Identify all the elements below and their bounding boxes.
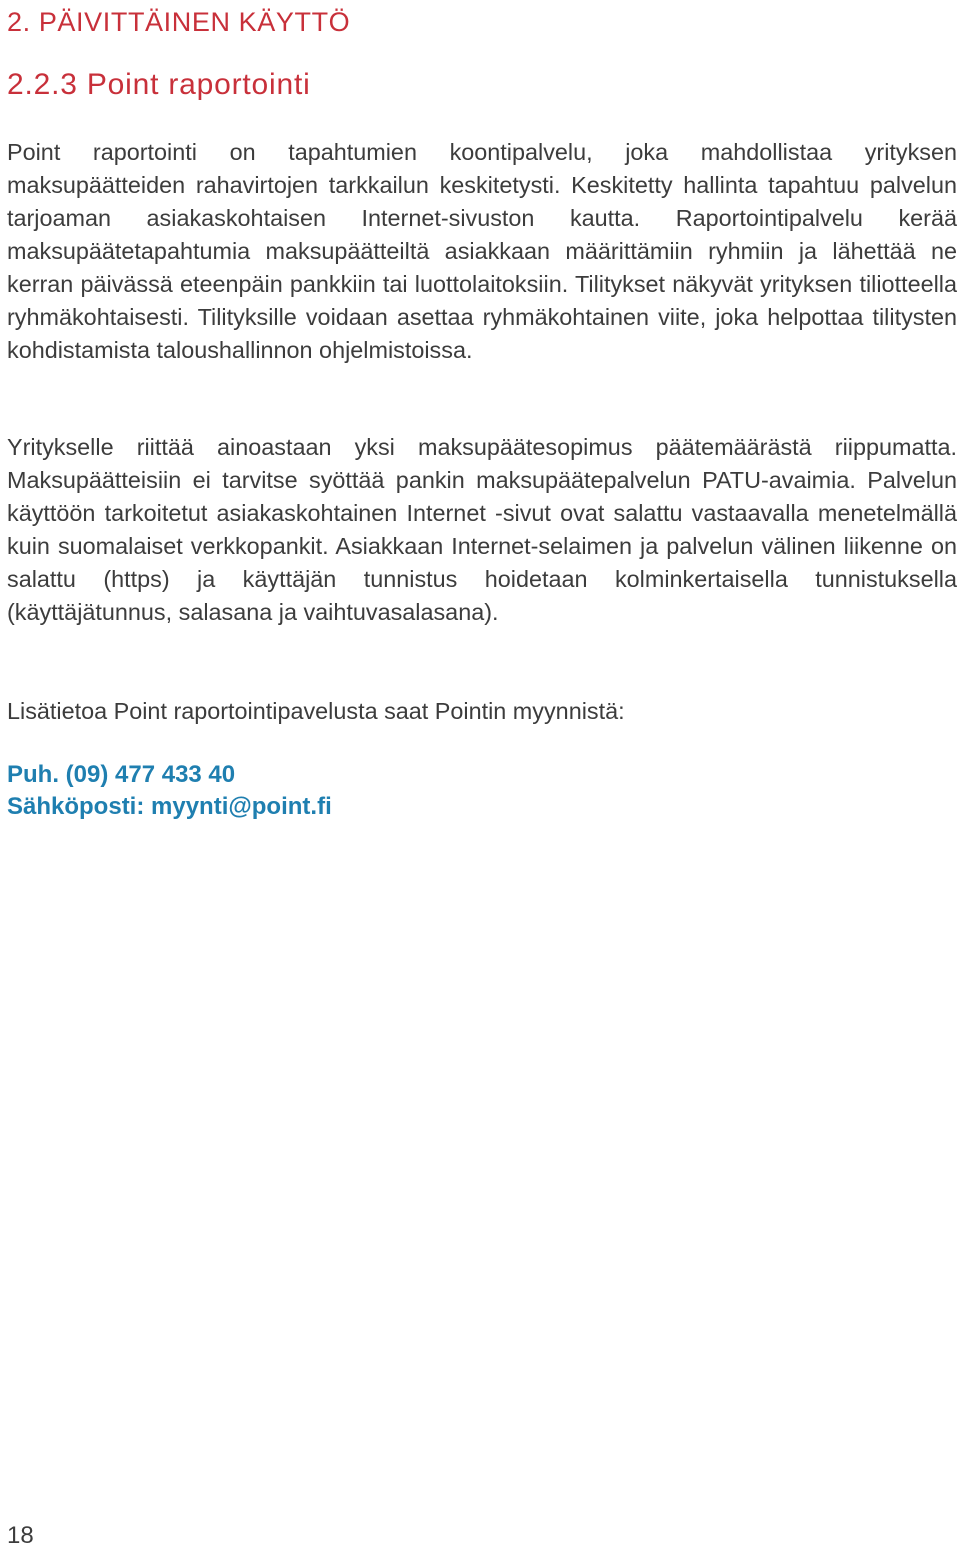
contact-phone: Puh. (09) 477 433 40	[7, 761, 236, 788]
chapter-title: 2. PÄIVITTÄINEN KÄYTTÖ	[7, 7, 351, 37]
paragraph-intro: Point raportointi on tapahtumien koontipalvelu, joka mahdollistaa yrityksen maksupäätteiden rahavirtojen tarkkailun keskitetysti. Keskitetty hallinta tapahtuu palvelun tarjoaman asiakaskohtaisen Internet-sivuston kautta. Raportointipalvelu kerää maksupäätetapahtumia maksupäätteiltä asiakkaan määrittämiin ryhmiin ja lähettää ne kerran päivässä eteenpäin pankkiin tai luottolaitoksiin. Tilitykset näkyvät yrityksen tiliotteella ryhmäkohtaisesti. Tilityksille voidaan asettaa ryhmäkohtainen viite, joka helpottaa tilitysten kohdistamista taloushallinnon ohjelmistoissa.	[7, 139, 957, 363]
paragraph-more-info: Lisätietoa Point raportointipavelusta saat Pointin myynnistä:	[7, 698, 625, 724]
section-title: 2.2.3 Point raportointi	[7, 68, 311, 101]
paragraph-security: Yritykselle riittää ainoastaan yksi maksupäätesopimus päätemäärästä riippumatta. Maksupäätteisiin ei tarvitse syöttää pankin maksupäätepalvelun PATU-avaimia. Palvelun käyttöön tarkoitetut asiakaskohtainen Internet -sivut ovat salattu vastaavalla menetelmällä kuin suomalaiset verkkopankit. Asiakkaan Internet-selaimen ja palvelun välinen liikenne on salattu (https) ja käyttäjän tunnistus hoidetaan kolminkertaisella tunnistuksella (käyttäjätunnus, salasana ja vaihtuvasalasana).	[7, 434, 957, 625]
page-number: 18	[7, 1522, 34, 1549]
contact-email[interactable]: Sähköposti: myynti@point.fi	[7, 793, 332, 820]
